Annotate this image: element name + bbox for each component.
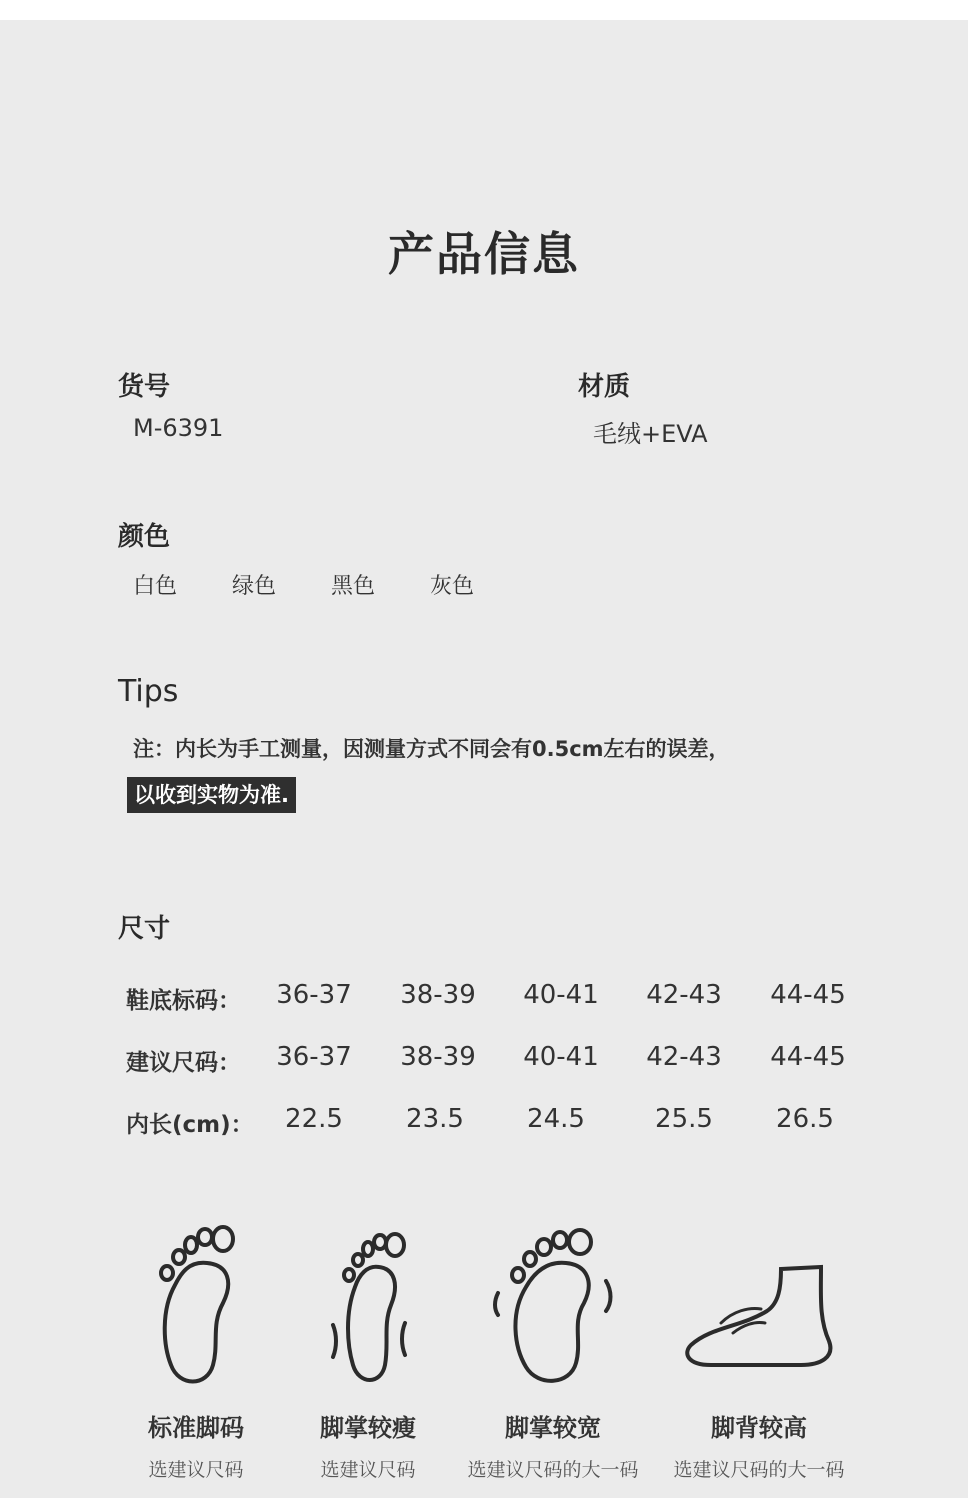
size-label: 尺寸	[118, 914, 171, 944]
size-cell: 36-37	[276, 1042, 352, 1072]
tips-highlight: 以收到实物为准.	[127, 777, 296, 813]
page-title: 产品信息	[388, 227, 580, 281]
foot-type-advice: 选建议尺码的大一码	[467, 1459, 639, 1481]
color-option-green: 绿色	[232, 574, 277, 599]
size-cell: 24.5	[527, 1104, 585, 1134]
color-option-gray: 灰色	[430, 574, 475, 599]
size-cell: 40-41	[523, 980, 599, 1010]
size-cell: 38-39	[400, 980, 476, 1010]
foot-type-title: 标准脚码	[148, 1414, 244, 1442]
size-cell: 42-43	[646, 980, 722, 1010]
size-cell: 23.5	[406, 1104, 464, 1134]
size-cell: 40-41	[523, 1042, 599, 1072]
size-cell: 25.5	[655, 1104, 713, 1134]
foot-type-title: 脚掌较宽	[505, 1414, 601, 1442]
wide-foot-icon	[458, 1215, 648, 1390]
size-cell: 42-43	[646, 1042, 722, 1072]
item-no-value: M-6391	[133, 414, 224, 442]
item-no-label: 货号	[118, 372, 171, 402]
tips-note: 注：内长为手工测量，因测量方式不同会有0.5cm左右的误差，	[133, 737, 730, 761]
foot-type-advice: 选建议尺码	[320, 1459, 416, 1481]
colors-label: 颜色	[118, 522, 171, 552]
foot-type-advice: 选建议尺码的大一码	[673, 1459, 845, 1481]
high-instep-icon	[661, 1215, 851, 1390]
size-cell: 36-37	[276, 980, 352, 1010]
color-option-black: 黑色	[331, 574, 376, 599]
material-label: 材质	[578, 372, 631, 402]
size-cell: 22.5	[285, 1104, 343, 1134]
size-cell: 44-45	[770, 980, 846, 1010]
tips-label: Tips	[118, 674, 179, 709]
foot-type-title: 脚掌较瘦	[320, 1414, 416, 1442]
foot-type-title: 脚背较高	[711, 1414, 807, 1442]
size-row-label: 内长(cm)：	[126, 1112, 254, 1138]
standard-foot-icon	[101, 1215, 291, 1390]
size-cell: 44-45	[770, 1042, 846, 1072]
foot-type-advice: 选建议尺码	[148, 1459, 244, 1481]
thin-foot-icon	[273, 1215, 463, 1390]
size-row-label: 建议尺码：	[126, 1050, 241, 1076]
size-cell: 26.5	[776, 1104, 834, 1134]
material-value: 毛绒+EVA	[593, 420, 708, 448]
size-row-label: 鞋底标码：	[126, 988, 241, 1014]
color-option-white: 白色	[133, 574, 178, 599]
size-cell: 38-39	[400, 1042, 476, 1072]
